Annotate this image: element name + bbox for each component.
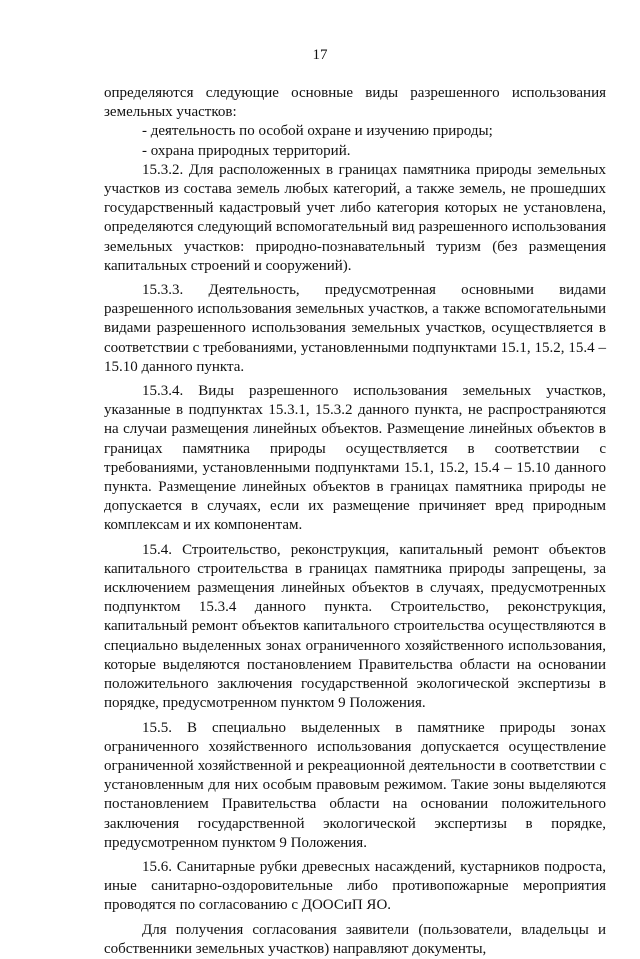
- paragraph-approval: Для получения согласования заявители (пользователи, владельцы и собственники земельных участков) направляют документы,: [104, 921, 606, 957]
- paragraph-15-5: 15.5. В специально выделенных в памятнике природы зонах ограниченного хозяйственного использования допускается осуществление ограниченной хозяйственной и рекреационной деятельности в соответствии с установленным для них особым правовым режимом. Такие зоны выделяются постановлением Правительства области на основании положительного заключения государственной экологической экспертизы в порядке, предусмотренном пунктом 9 Положения.: [104, 719, 606, 851]
- paragraph-intro: определяются следующие основные виды разрешенного использования земельных участков:: [104, 85, 606, 121]
- list-item-nature-study: - деятельность по особой охране и изучению природы;: [142, 123, 493, 140]
- page-number: 17: [312, 47, 328, 63]
- paragraph-15-3-2: 15.3.2. Для расположенных в границах памятника природы земельных участков из состава земель любых категорий, а также земель, не прошедших государственный кадастровый учет либо категория которых не установлена, определяются следующий вспомогательный вид разрешенного использования земельных участков: природно-познавательный туризм (без размещения капитальных строений и сооружений).: [104, 161, 606, 274]
- paragraph-15-3-4: 15.3.4. Виды разрешенного использования земельных участков, указанные в подпунктах 15.3.1, 15.3.2 данного пункта, не распространяются на случаи размещения линейных объектов. Размещение линейных объектов в границах памятника природы осуществляется в соответствии с требованиями, установленными подпунктами 15.1, 15.2, 15.4 – 15.10 данного пункта. Размещение линейных объектов в границах памятника природы не допускается в случаях, если их размещение причиняет вред природным комплексам и их компонентам.: [104, 383, 606, 534]
- paragraph-15-3-3: 15.3.3. Деятельность, предусмотренная основными видами разрешенного использования земельных участков, а также вспомогательными видами разрешенного использования земельных участков, осуществляется в соответствии с требованиями, установленными подпунктами 15.1, 15.2, 15.4 – 15.10 данного пункта.: [104, 282, 606, 375]
- document-body: [104, 84, 606, 959]
- paragraph-15-6: 15.6. Санитарные рубки древесных насаждений, кустарников подроста, иные санитарно-оздоровительные либо противопожарные мероприятия проводятся по согласованию с ДООСиП ЯО.: [104, 858, 606, 914]
- paragraph-15-4: 15.4. Строительство, реконструкция, капитальный ремонт объектов капитального строительства в границах памятника природы запрещены, за исключением размещения линейных объектов в случаях, предусмотренных подпунктом 15.3.4 данного пункта. Строительство, реконструкция, капитальный ремонт объектов капитального строительства осуществляются в специально выделенных зонах ограниченного хозяйственного использования, которые выделяются постановлением Правительства области на основании положительного заключения государственной экологической экспертизы в порядке, предусмотренном пунктом 9 Положения.: [104, 541, 606, 712]
- list-item-territory-protection: - охрана природных территорий.: [142, 142, 351, 159]
